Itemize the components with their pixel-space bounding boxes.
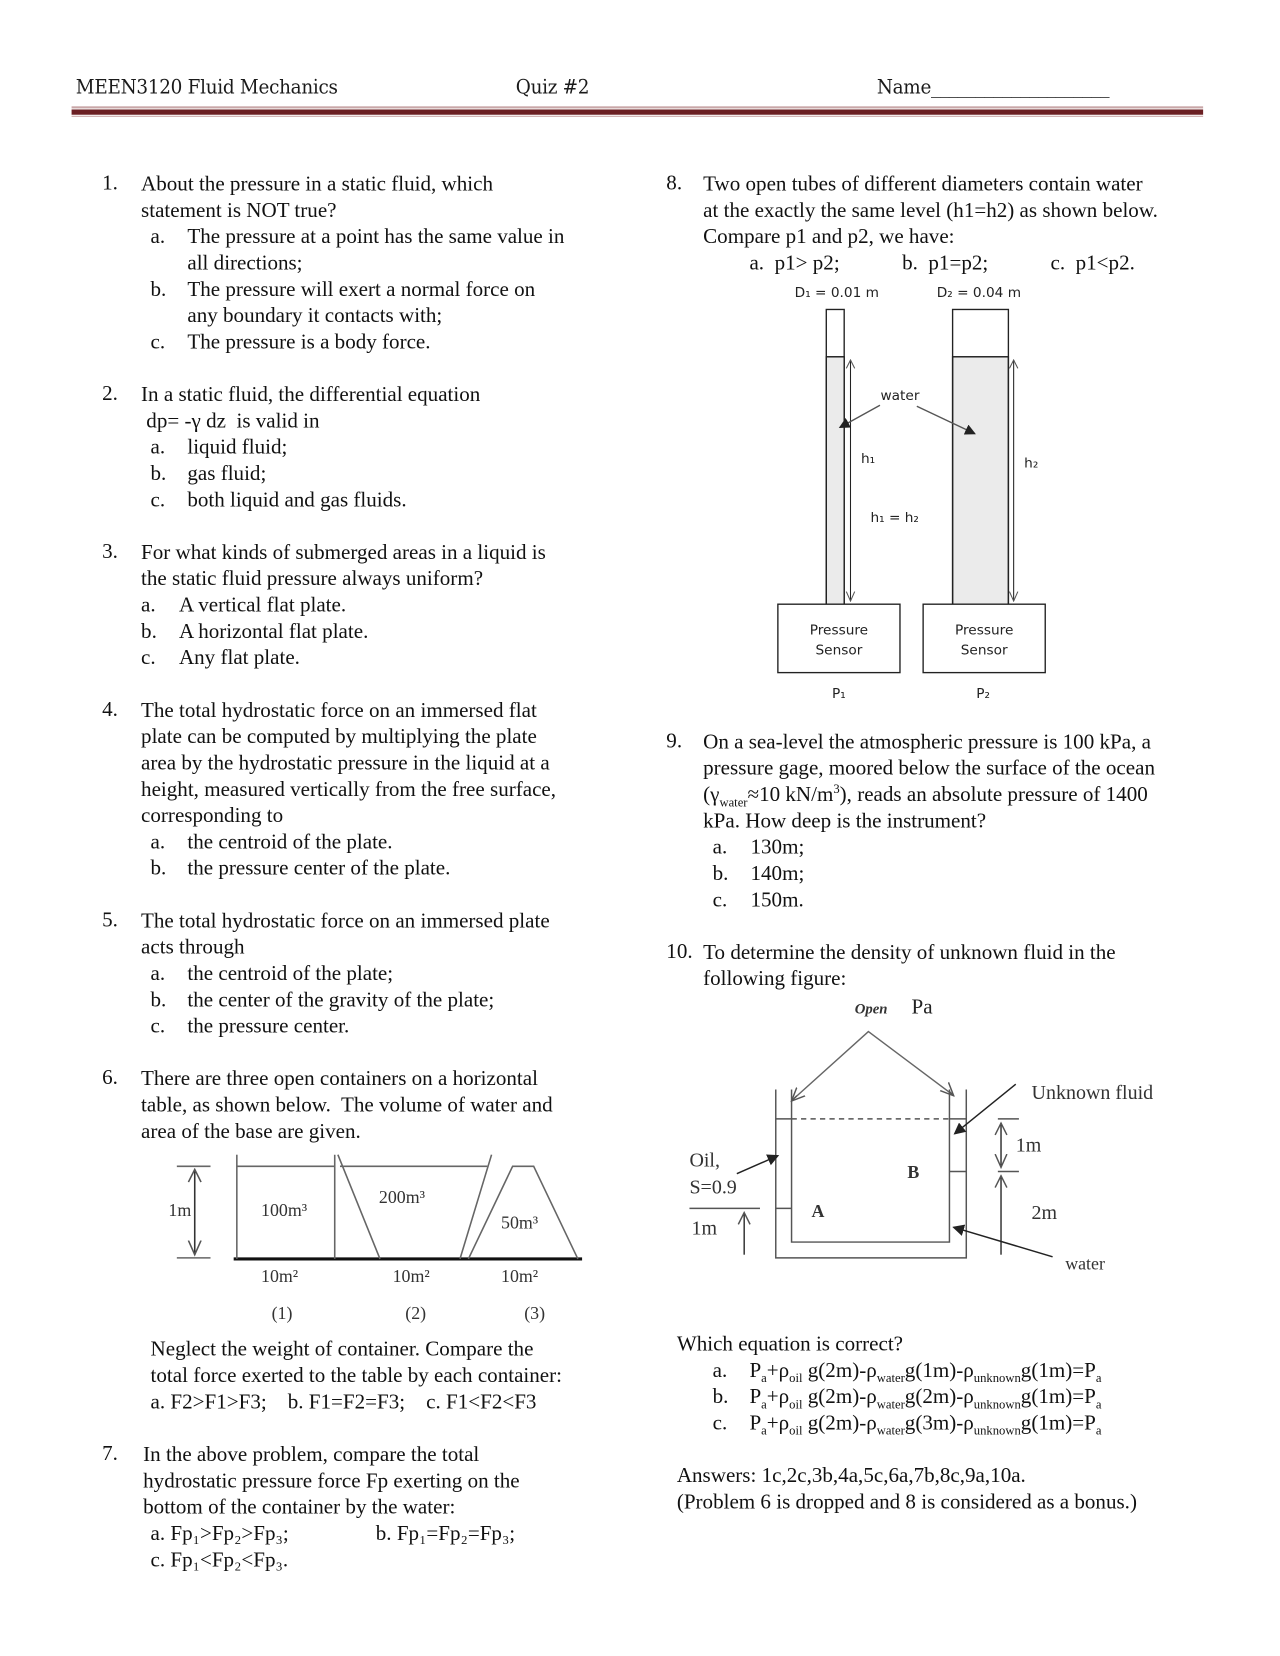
option-letter: b. xyxy=(150,277,167,302)
question-text: Answers: 1c,2c,3b,4a,5c,6a,7b,8c,9a,10a. xyxy=(676,1464,1026,1488)
question-text: To determine the density of unknown fluid in the xyxy=(703,941,1116,965)
question-text: In the above problem, compare the total xyxy=(143,1443,480,1467)
option-letter: a. xyxy=(712,835,728,859)
question-text: Which equation is correct? xyxy=(676,1332,904,1356)
name-field: Name____________________ xyxy=(876,75,1110,99)
option-text: 140m; xyxy=(750,862,805,886)
text-run: P xyxy=(749,1411,762,1435)
option-text: Any flat plate. xyxy=(178,646,300,670)
subscript: water xyxy=(876,1423,905,1438)
option-text: both liquid and gas fluids. xyxy=(187,488,407,512)
tubes-figure xyxy=(778,309,1045,672)
question-text: following figure: xyxy=(703,967,847,991)
question-number: 1. xyxy=(102,171,118,195)
question-text: plate can be computed by multiplying the plate xyxy=(141,725,537,749)
question-text: On a sea-level the atmospheric pressure is 100 kPa, a xyxy=(703,730,1151,754)
question-number: 10. xyxy=(666,939,693,964)
question-text: pressure gage, moored below the surface of the ocean xyxy=(703,756,1155,780)
text-run: g(2m)-ρ xyxy=(904,1385,974,1409)
q7-option-a: a. Fp₁>Fp₂>Fp₃; xyxy=(150,1522,289,1546)
option-letter: a. xyxy=(150,830,166,854)
text-run: P xyxy=(749,1385,762,1409)
pa-label: Pa xyxy=(911,994,933,1019)
question-number: 2. xyxy=(102,382,118,406)
subscript: water xyxy=(876,1370,905,1386)
area-label-3: 10m² xyxy=(501,1266,539,1287)
option-letter: c. xyxy=(150,1014,166,1038)
text-run: +ρ xyxy=(766,1385,790,1409)
volume-label-1: 100m³ xyxy=(261,1199,308,1220)
option-text: the pressure center. xyxy=(187,1014,350,1038)
subscript: oil xyxy=(789,1423,803,1438)
point-b-label: B xyxy=(907,1161,920,1182)
superscript: 3 xyxy=(833,781,840,797)
option-text: gas fluid; xyxy=(187,462,267,486)
text-run: g(2m)-ρ xyxy=(802,1385,877,1409)
option-letter: c. xyxy=(712,1411,728,1435)
q8-option-a: a. p1> p2; xyxy=(749,251,840,275)
option-text: liquid fluid; xyxy=(187,435,288,459)
water-label: water xyxy=(880,387,920,404)
question-text: There are three open containers on a horizontal xyxy=(141,1067,538,1091)
sensor2-label-2: Sensor xyxy=(960,642,1008,659)
question-text: total force exerted to the table by each container: xyxy=(150,1364,563,1388)
option-letter: c. xyxy=(712,888,728,912)
option-letter: a. xyxy=(150,435,166,459)
option-letter: b. xyxy=(712,1385,729,1409)
oil-sg-label: S=0.9 xyxy=(689,1176,737,1199)
question-text: Compare p1 and p2, we have: xyxy=(703,225,955,249)
dim-1m-label: 1m xyxy=(1015,1134,1042,1157)
dim-2m-label: 2m xyxy=(1031,1201,1058,1224)
container-label-2: (2) xyxy=(405,1302,427,1323)
subscript: water xyxy=(876,1396,905,1412)
container-label-1: (1) xyxy=(271,1302,293,1323)
text-run: g(3m)-ρ xyxy=(904,1411,974,1435)
text-run: g(2m)-ρ xyxy=(802,1358,877,1383)
question-text: a. F2>F1>F3; b. F1=F2=F3; c. F1<F2<F3 xyxy=(150,1390,537,1414)
question-number: 3. xyxy=(102,539,118,564)
option-text: 130m; xyxy=(750,835,805,859)
option-letter: c. xyxy=(150,488,166,512)
option-text: A vertical flat plate. xyxy=(178,593,347,617)
point-a-label: A xyxy=(811,1200,825,1221)
option-text: A horizontal flat plate. xyxy=(178,619,369,644)
text-run: +ρ xyxy=(766,1358,790,1383)
q8-option-c: c. p1<p2. xyxy=(1050,251,1135,275)
course-title: MEEN3120 Fluid Mechanics xyxy=(75,75,338,99)
option-letter: b. xyxy=(712,862,729,886)
question-text: hydrostatic pressure force Fp exerting on the xyxy=(143,1469,520,1493)
text-run: +ρ xyxy=(766,1411,790,1435)
option-text: 150m. xyxy=(750,888,804,912)
subscript: unknown xyxy=(973,1370,1021,1386)
open-label: Open xyxy=(854,1001,888,1018)
q8-option-b: b. p1=p2; xyxy=(902,251,989,275)
option-letter: b. xyxy=(150,462,167,486)
question-text: Neglect the weight of container. Compare the xyxy=(150,1337,534,1362)
quiz-title: Quiz #2 xyxy=(515,75,590,99)
option-text: all directions; xyxy=(187,251,303,275)
option-text: The pressure at a point has the same value in xyxy=(187,225,565,249)
subscript: a xyxy=(1095,1423,1102,1438)
option-letter: a. xyxy=(712,1358,728,1383)
question-text: height, measured vertically from the free surface, xyxy=(141,777,557,802)
subscript: a xyxy=(761,1396,767,1412)
subscript: unknown xyxy=(973,1423,1021,1438)
unknown-fluid-label: Unknown fluid xyxy=(1031,1081,1154,1104)
text-run: g(1m)-ρ xyxy=(904,1358,974,1383)
manometer-figure xyxy=(689,1032,1052,1258)
question-text: acts through xyxy=(141,935,245,959)
text-run: g(1m)=P xyxy=(1020,1411,1096,1435)
question-number: 6. xyxy=(102,1066,118,1090)
question-text: area by the hydrostatic pressure in the liquid at a xyxy=(141,751,550,775)
question-text: corresponding to xyxy=(141,804,284,828)
text-run: g(1m)=P xyxy=(1020,1358,1096,1383)
container-label-3: (3) xyxy=(524,1302,546,1323)
option-letter: a. xyxy=(150,962,166,986)
question-text: The total hydrostatic force on an immersed flat xyxy=(141,698,537,723)
oil-height-label: 1m xyxy=(691,1217,718,1240)
option-text: the centroid of the plate; xyxy=(187,962,394,986)
question-number: 5. xyxy=(102,908,118,932)
text-run: g(2m)-ρ xyxy=(802,1411,877,1435)
option-letter: b. xyxy=(141,619,157,644)
question-number: 4. xyxy=(102,697,118,722)
subscript: oil xyxy=(789,1370,803,1386)
subscript: a xyxy=(761,1370,767,1386)
subscript: a xyxy=(1095,1396,1102,1412)
question-number: 7. xyxy=(102,1442,118,1466)
volume-label-3: 50m³ xyxy=(501,1212,539,1233)
subscript: water xyxy=(719,794,748,810)
option-letter: c. xyxy=(141,646,156,670)
question-text: the static fluid pressure always uniform? xyxy=(141,567,484,591)
height-label: 1m xyxy=(168,1199,192,1220)
question-number: 9. xyxy=(666,729,683,753)
option-text: the pressure center of the plate. xyxy=(187,856,451,880)
h2-label: h₂ xyxy=(1024,455,1039,472)
subscript: oil xyxy=(789,1396,803,1412)
text-run: (γ xyxy=(703,783,720,807)
question-text: table, as shown below. The volume of water and xyxy=(141,1093,553,1117)
p2-label: P₂ xyxy=(976,685,990,702)
question-text: About the pressure in a static fluid, which xyxy=(141,172,494,196)
p1-label: P₁ xyxy=(832,685,846,702)
q7-option-c: c. Fp₁<Fp₂<Fp₃. xyxy=(150,1548,289,1572)
sensor1-label-2: Sensor xyxy=(815,642,863,659)
option-text: any boundary it contacts with; xyxy=(187,304,443,328)
option-letter: a. xyxy=(150,225,166,249)
subscript: a xyxy=(761,1423,767,1438)
sensor2-label: Pressure xyxy=(954,622,1014,639)
option-letter: a. xyxy=(141,593,156,617)
option-text: The pressure is a body force. xyxy=(187,330,431,354)
h-equal-label: h₁ = h₂ xyxy=(870,510,919,527)
d2-label: D₂ = 0.04 m xyxy=(936,284,1022,301)
text-run: ), reads an absolute pressure of 1400 xyxy=(839,783,1148,807)
area-label-2: 10m² xyxy=(392,1266,430,1287)
option-letter: b. xyxy=(150,856,167,880)
option-text: the center of the gravity of the plate; xyxy=(187,988,495,1012)
d1-label: D₁ = 0.01 m xyxy=(794,284,879,301)
text-run: ≈10 kN/m xyxy=(747,783,834,807)
question-text: In a static fluid, the differential equation xyxy=(141,383,481,407)
water-label-10: water xyxy=(1065,1253,1105,1274)
subscript: a xyxy=(1095,1370,1102,1386)
question-text: (Problem 6 is dropped and 8 is considered as a bonus.) xyxy=(676,1490,1137,1514)
area-label-1: 10m² xyxy=(261,1266,299,1287)
question-text: For what kinds of submerged areas in a liquid is xyxy=(141,541,546,565)
text-run: P xyxy=(749,1358,762,1383)
question-text: bottom of the container by the water: xyxy=(143,1495,456,1519)
q7-option-b: b. Fp₁=Fp₂=Fp₃; xyxy=(375,1522,516,1546)
option-text: the centroid of the plate. xyxy=(187,830,393,854)
option-letter: c. xyxy=(150,330,166,354)
subscript: unknown xyxy=(973,1396,1021,1412)
h1-label: h₁ xyxy=(861,451,876,468)
question-text: statement is NOT true? xyxy=(141,198,337,223)
question-text: dp= -γ dz is valid in xyxy=(141,409,320,433)
option-letter: b. xyxy=(150,988,167,1012)
option-text: The pressure will exert a normal force on xyxy=(187,277,536,302)
volume-label-2: 200m³ xyxy=(378,1187,426,1208)
question-text: area of the base are given. xyxy=(141,1119,361,1144)
question-text: The total hydrostatic force on an immersed plate xyxy=(141,909,550,933)
question-number: 8. xyxy=(666,171,683,195)
question-text: kPa. How deep is the instrument? xyxy=(703,809,987,833)
question-text: Two open tubes of different diameters contain water xyxy=(703,172,1143,196)
sensor1-label: Pressure xyxy=(809,622,869,639)
question-text: at the exactly the same level (h1=h2) as shown below. xyxy=(703,198,1158,223)
text-run: g(1m)=P xyxy=(1020,1385,1096,1409)
oil-label: Oil, xyxy=(689,1149,720,1172)
